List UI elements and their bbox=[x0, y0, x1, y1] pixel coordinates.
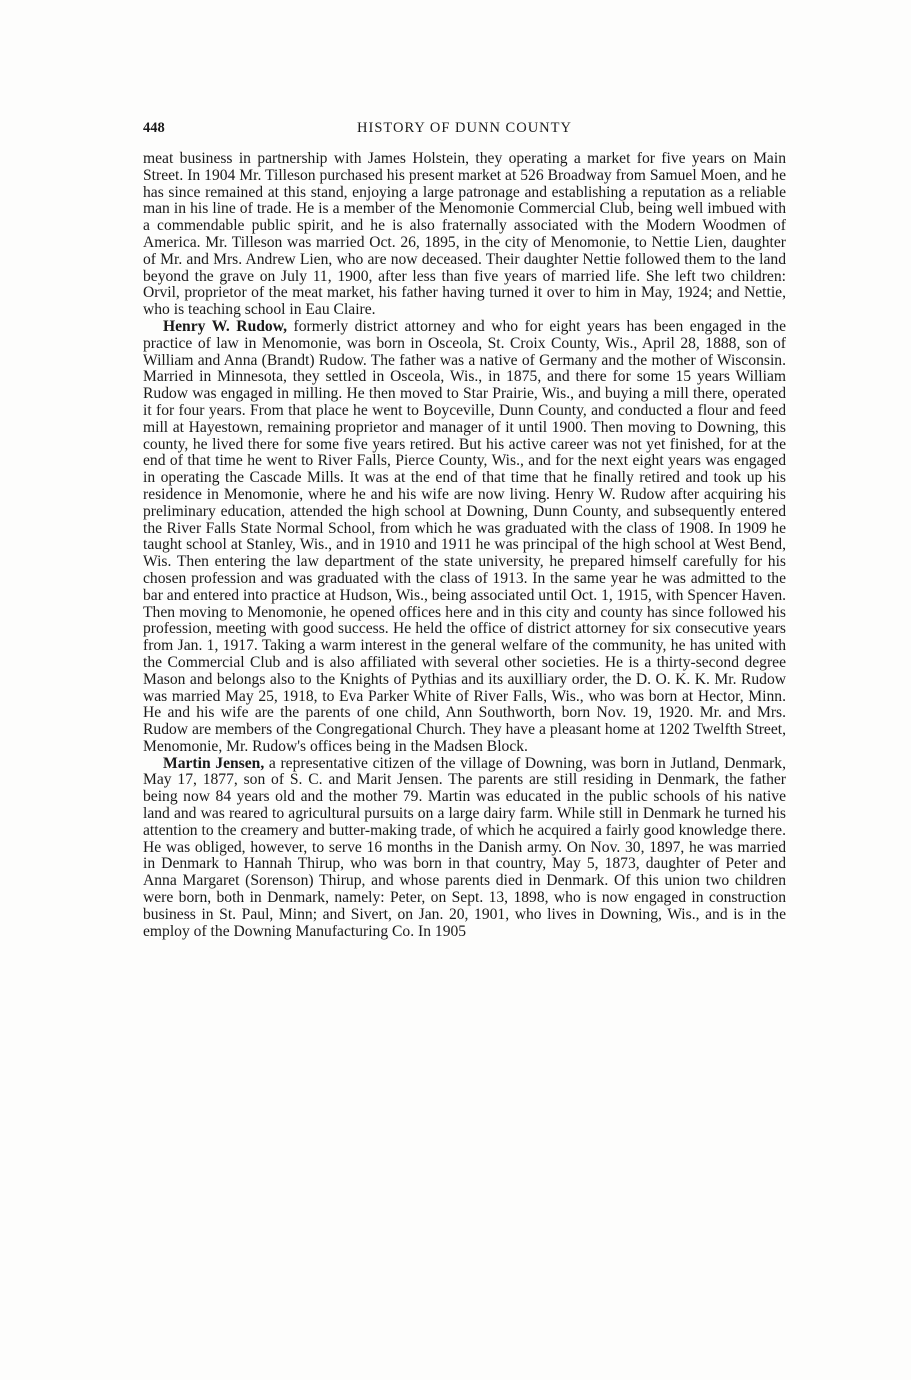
paragraph-text: meat business in partnership with James Holstein, they operating a market for five years on Main Street. In 1904 Mr. Tilleson purchased his present market at 526 Broadway from Samuel Moen, and he has since remained at this stand, enjoying a large patronage and establishing a reputation as a reliable man in his line of trade. He is a member of the Menomonie Commercial Club, being well imbued with a commendable public spirit, and he is also fraternally associated with the Modern Woodmen of America. Mr. Tilleson was married Oct. 26, 1895, in the city of Menomonie, to Nettie Lien, daughter of Mr. and Mrs. Andrew Lien, who are now deceased. Their daughter Nettie followed them to the land beyond the grave on July 11, 1900, after less than five years of married life. She left two children: Orvil, proprietor of the meat market, his father having turned it over to him in May, 1924; and Nettie, who is teaching school in Eau Claire. bbox=[143, 150, 786, 319]
paragraph-tilleson-continued bbox=[143, 151, 786, 319]
biography-name: Henry W. Rudow, bbox=[163, 317, 288, 335]
page-header bbox=[143, 120, 786, 138]
paragraph-text: a representative citizen of the village of Downing, was born in Jutland, Denmark, May 17, 1877, son of S. C. and Marit Jensen. The parents are still residing in Denmark, the father being now 84 years old and the mother 79. Martin was educated in the public schools of his native land and was reared to agricultural pursuits on a large dairy farm. While still in Denmark he turned his attention to the creamery and butter-making trade, of which he acquired a fairly good knowledge there. He was obliged, however, to serve 16 months in the Danish army. On Nov. 30, 1897, he was married in Denmark to Hannah Thirup, who was born in that country, May 5, 1873, daughter of Peter and Anna Margaret (Sorenson) Thirup, and whose parents died in Denmark. Of this union two children were born, both in Denmark, namely: Peter, on Sept. 13, 1898, who is now engaged in construction business in St. Paul, Minn; and Sivert, on Jan. 20, 1901, who lives in Downing, Wis., and is in the employ of the Downing Manufacturing Co. In 1905 bbox=[143, 754, 786, 940]
running-title: HISTORY OF DUNN COUNTY bbox=[357, 120, 572, 136]
paragraph-martin-jensen bbox=[143, 756, 786, 941]
paragraph-henry-rudow bbox=[143, 319, 786, 756]
body-text bbox=[143, 151, 786, 940]
biography-name: Martin Jensen, bbox=[163, 754, 265, 772]
page-number: 448 bbox=[143, 120, 165, 136]
paragraph-text: formerly district attorney and who for eight years has been engaged in the practice of law in Menomonie, was born in Osceola, St. Croix County, Wis., April 28, 1888, son of William and Anna (Brandt) Rudow. The father was a native of Germany and the mother of Wisconsin. Married in Minnesota, they settled in Osceola, Wis., in 1875, and there for some 15 years William Rudow was engaged in milling. He then moved to Star Prairie, Wis., and buying a mill there, operated it for four years. From that place he went to Boyceville, Dunn County, and conducted a flour and feed mill at Hayestown, remaining proprietor and manager of it until 1900. Then moving to Downing, this county, he lived there for some five years retired. But his active career was not yet finished, for at the end of that time he went to River Falls, Pierce County, Wis., and for the next eight years was engaged in operating the Cascade Mills. It was at the end of that time that he finally retired and took up his residence in Menomonie, where he and his wife are now living. Henry W. Rudow after acquiring his preliminary education, attended the high school at Downing, Dunn County, and subsequently entered the River Falls State Normal School, from which he was graduated with the class of 1908. In 1909 he taught school at Stanley, Wis., and in 1910 and 1911 he was principal of the high school at West Bend, Wis. Then entering the law department of the state university, he prepared himself carefully for his chosen profession and was graduated with the class of 1913. In the same year he was admitted to the bar and entered into practice at Hudson, Wis., being associated until Oct. 1, 1915, with Spencer Haven. Then moving to Menomonie, he opened offices here and in this city and county has since followed his profession, meeting with good success. He held the office of district attorney for six consecutive years from Jan. 1, 1917. Taking a warm interest in the general welfare of the community, he has united with the Commercial Club and is also affiliated with several other societies. He is a thirty-second degree Mason and belongs also to the Knights of Pythias and its auxilliary order, the D. O. K. K. Mr. Rudow was married May 25, 1918, to Eva Parker White of River Falls, Wis., who was born at Hector, Minn. He and his wife are the parents of one child, Ann Southworth, born Nov. 19, 1920. Mr. and Mrs. Rudow are members of the Congregational Church. They have a pleasant home at 1202 Twelfth Street, Menomonie, Mr. Rudow's offices being in the Madsen Block. bbox=[143, 317, 787, 755]
